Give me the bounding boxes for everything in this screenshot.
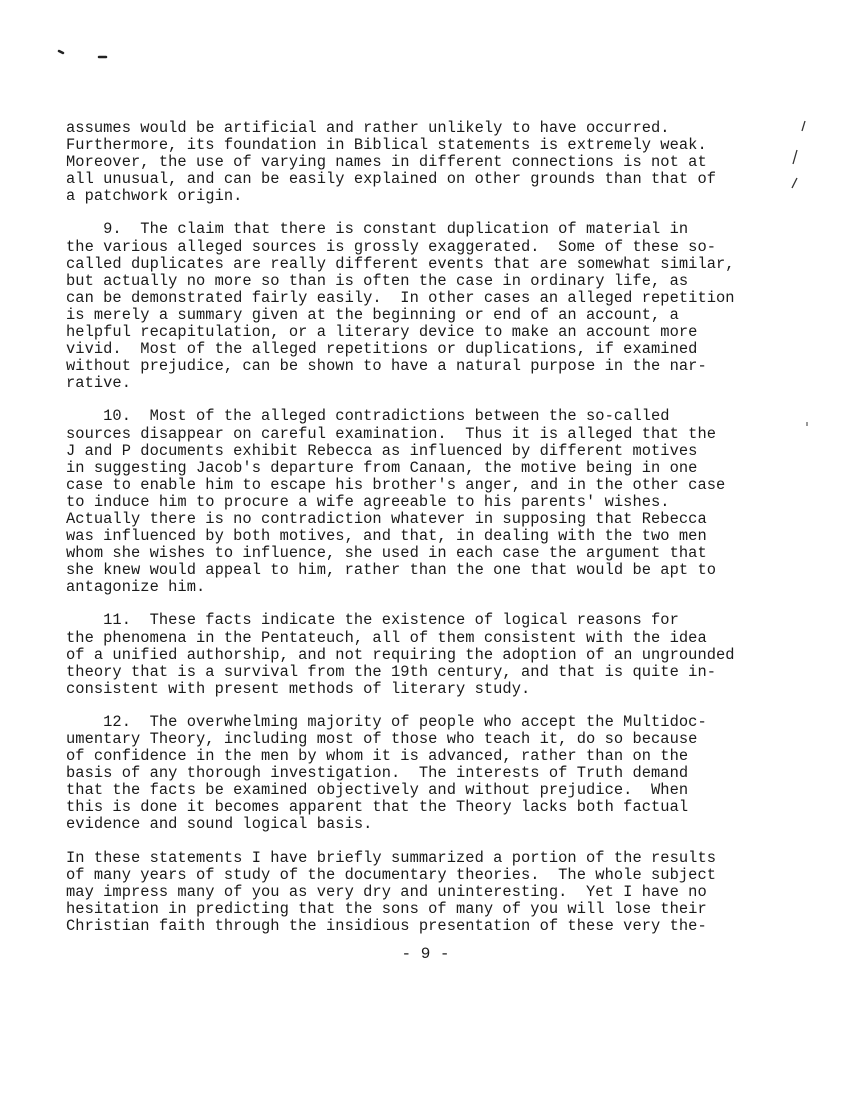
text-line: rative. [66, 374, 132, 393]
text-line: umentary Theory, including most of those who teach it, do so because [66, 730, 698, 748]
text-line: basis of any thorough investigation. The interests of Truth demand [66, 764, 689, 783]
paragraph-gap [66, 834, 806, 850]
text-line: antagonize him. [66, 578, 206, 597]
text-line: of many years of study of the documentary theories. The whole subject [66, 865, 717, 884]
text-line: whom she wishes to influence, she used in each case the argument that [66, 544, 707, 563]
text-line: may impress many of you as very dry and uninteresting. Yet I have no [66, 882, 707, 901]
paragraph-carryover [66, 120, 806, 205]
text-line: 10. Most of the alleged contradictions between the so-called [66, 407, 670, 426]
text-line: the phenomena in the Pentateuch, all of them consistent with the idea [66, 628, 707, 647]
paragraph-point-11 [66, 612, 806, 697]
text-line: case to enable him to escape his brother's anger, and in the other case [66, 475, 726, 494]
text-line: of confidence in the men by whom it is advanced, rather than on the [66, 747, 689, 766]
text-line: In these statements I have briefly summarized a portion of the results [66, 848, 717, 867]
text-line: helpful recapitulation, or a literary device to make an account more [66, 323, 698, 342]
text-line: Actually there is no contradiction whatever in supposing that Rebecca [66, 509, 707, 528]
text-line: vivid. Most of the alleged repetitions or duplications, if examined [66, 340, 698, 359]
text-line: a patchwork origin. [66, 187, 243, 206]
text-line: that the facts be examined objectively and without prejudice. When [66, 781, 689, 800]
text-line: evidence and sound logical basis. [66, 815, 373, 834]
text-line: to induce him to procure a wife agreeable to his parents' wishes. [66, 492, 670, 511]
text-line: theory that is a survival from the 19th century, and that is quite in- [66, 662, 717, 681]
text-line: Christian faith through the insidious presentation of these very the- [66, 916, 707, 935]
page-number: - 9 - [401, 945, 450, 963]
text-line: sources disappear on careful examination. Thus it is alleged that the [66, 424, 717, 443]
paragraph-point-12 [66, 714, 806, 834]
text-line: the various alleged sources is grossly exaggerated. Some of these so- [66, 237, 717, 256]
text-line: J and P documents exhibit Rebecca as influenced by different motives [66, 441, 698, 460]
text-line: Furthermore, its foundation in Biblical statements is extremely weak. [66, 136, 707, 155]
text-line: of a unified authorship, and not requiring the adoption of an ungrounded [66, 645, 735, 664]
text-line: hesitation in predicting that the sons of many of you will lose their [66, 899, 707, 918]
text-line: assumes would be artificial and rather unlikely to have occurred. [66, 119, 670, 137]
paragraph-closing [66, 850, 806, 935]
paragraph-point-9 [66, 221, 806, 392]
text-line: is merely a summary given at the beginning or end of an account, a [66, 305, 679, 324]
text-line: this is done it becomes apparent that the Theory lacks both factual [66, 798, 689, 817]
text-line: but actually no more so than is often the case in ordinary life, as [66, 271, 689, 290]
text-line: in suggesting Jacob's departure from Canaan, the motive being in one [66, 458, 698, 477]
paragraph-gap [66, 392, 806, 408]
text-line: consistent with present methods of literary study. [66, 679, 531, 698]
paragraph-point-10 [66, 408, 806, 596]
paragraph-gap [66, 596, 806, 612]
text-line: 12. The overwhelming majority of people who accept the Multidoc- [66, 712, 707, 731]
text-line: was influenced by both motives, and that, in dealing with the two men [66, 527, 707, 546]
text-line: 11. These facts indicate the existence of logical reasons for [66, 611, 679, 630]
paragraph-gap [66, 698, 806, 714]
text-line: she knew would appeal to him, rather than the one that would be apt to [66, 561, 717, 580]
text-line: can be demonstrated fairly easily. In other cases an alleged repetition [66, 288, 735, 307]
text-line: without prejudice, can be shown to have a natural purpose in the nar- [66, 357, 707, 376]
text-line: 9. The claim that there is constant duplication of material in [66, 220, 689, 239]
text-line: called duplicates are really different events that are somewhat similar, [66, 254, 735, 273]
body-text [66, 120, 806, 935]
text-line: all unusual, and can be easily explained on other grounds than that of [66, 170, 717, 189]
scan-speck-top-left [59, 51, 63, 53]
text-line: Moreover, the use of varying names in different connections is not at [66, 153, 707, 172]
paragraph-gap [66, 205, 806, 221]
